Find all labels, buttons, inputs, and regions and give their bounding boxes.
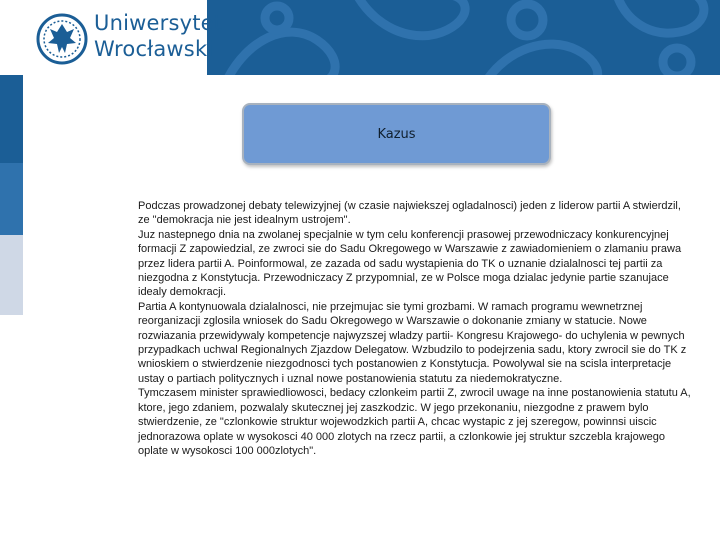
paragraph-4: Tymczasem minister sprawiedliowosci, bedacy czlonkeim partii Z, zwrocil uwage na inne postanowienia statutu A, ktore, jego zdaniem, pozwalaly skutecznej jej zaszkodzic. W jego przekonaniu, niezgodne z prawem bylo stwierdzenie, ze "czlonkowie struktur wojewodzkich partii A, chcac wystapic z jej szeregow, powinnsi uiscic jednorazowa oplate w wysokosci 40 000 zlotych na rzecz partii, a czlonkowie jej struktur szczebla krajowego oplate w wysokosci 100 000zlotych". bbox=[138, 387, 691, 457]
university-crest-icon bbox=[36, 13, 88, 65]
header-banner bbox=[0, 0, 720, 75]
university-logo bbox=[0, 0, 223, 75]
slide-title-box bbox=[242, 103, 551, 165]
university-name bbox=[94, 10, 222, 62]
case-description-text bbox=[138, 199, 694, 458]
slide-title: Kazus bbox=[377, 126, 416, 142]
paragraph-2: Juz nastepnego dnia na zwolanej specjalnie w tym celu konferencji prasowej przewodniczacy konkurencyjnej formacji Z zapowiedzial, ze zwroci sie do Sadu Okregowego w Warszawie z zawiadomieniem o zlamaniu prawa przez lidera partii A. Poinformowal, ze zazada od sadu wystapienia do TK o uznanie dzialalnosci tej partii za niezgodna z Konstytucja. Przewodniczacy Z przypomnial, ze w Polsce moga dzialac jedynie partie szanujace idealy demokracji. bbox=[138, 228, 682, 299]
left-sidebar-bar bbox=[0, 75, 23, 540]
university-name-line2: Wrocławski bbox=[94, 37, 214, 61]
university-name-line1: Uniwersytet bbox=[94, 11, 223, 35]
paragraph-1: Podczas prowadzonej debaty telewizyjnej (w czasie najwiekszej ogladalnosci) jeden z liderow partii A stwierdzil, ze "demokracja nie jest idealnym ustrojem". bbox=[138, 200, 681, 227]
paragraph-3: Partia A kontynuowala dzialalnosci, nie przejmujac sie tymi grozbami. W ramach programu wewnetrznej reorganizacji zglosila wniosek do Sadu Okregowego w Warszawie o dokonanie zmiany w statucie. Nowe rozwiazania przewidywaly kompetencje najwyzszej wladzy partii- Kongresu Krajowego- do uchylenia w pewnych przypadkach uchwal Regionalnych Zjazdow Delegatow. Wzbudzilo to podejrzenia sadu, ktory zwrocil sie do TK z wnioskiem o stwierdzenie niezgodnosci tych postanowien z Konstytucja. Powolywal sie na scisla interpretacje ustay o partiach politycznych i uznal nowe postanowienia statutu za niedemokratyczne. bbox=[138, 300, 687, 385]
decorative-swirl-pattern bbox=[207, 0, 720, 75]
